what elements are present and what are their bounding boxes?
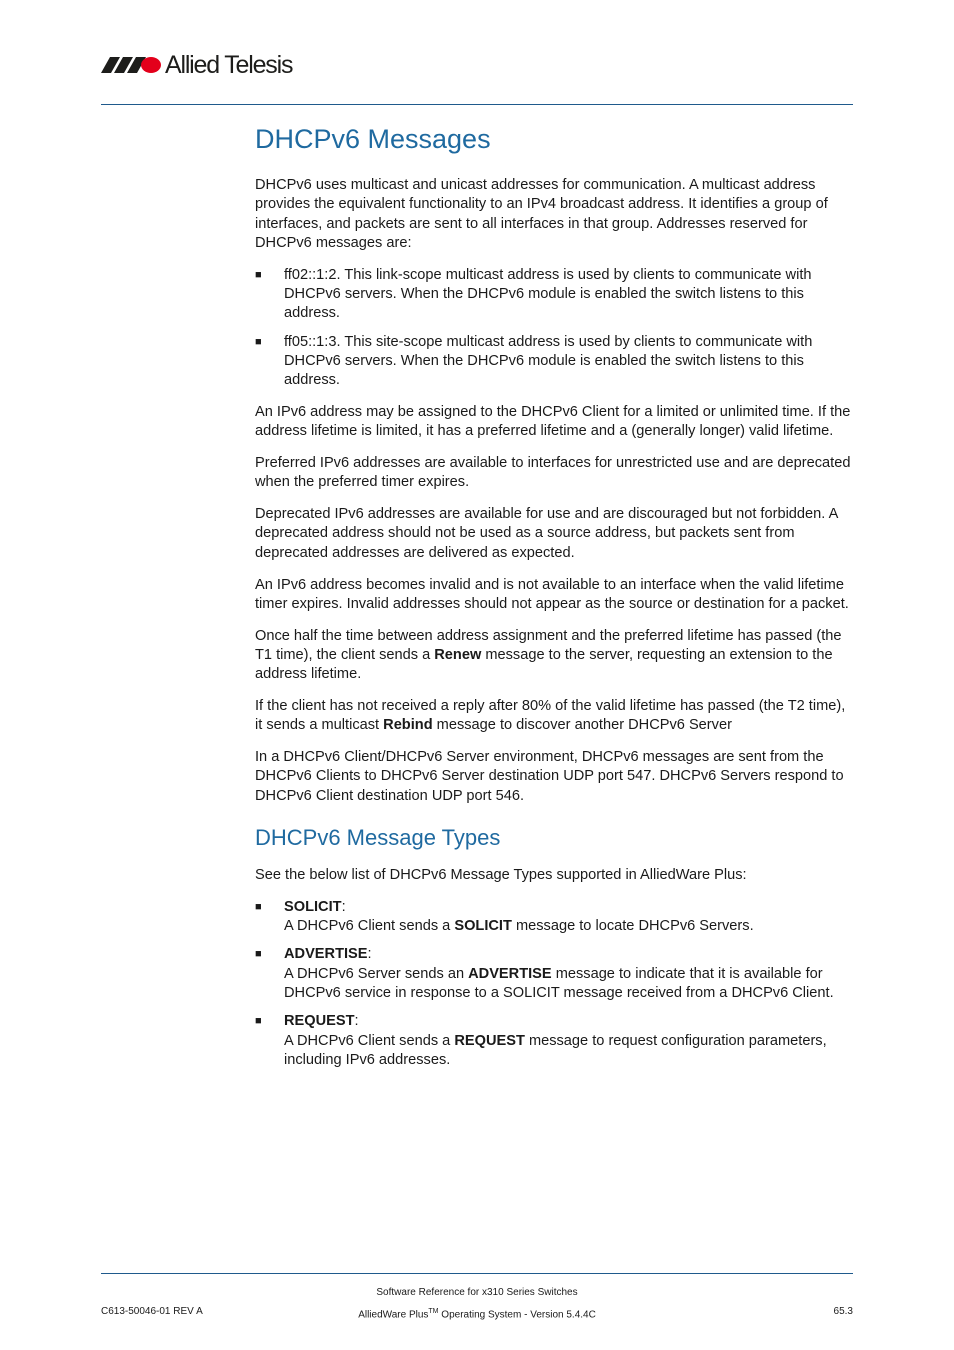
message-type-list: [255, 898, 853, 1070]
message-type-name: SOLICIT: [284, 898, 342, 915]
footer-rule: [101, 1273, 853, 1274]
bullet-icon: ■: [255, 948, 262, 961]
list-item: ■ SOLICIT: A DHCPv6 Client sends a SOLICIT message to locate DHCPv6 Servers.: [255, 898, 754, 935]
list-item: ■ ADVERTISE: A DHCPv6 Server sends an ADVERTISE message to indicate that it is available for DHCPv6 service in response to a SOLICIT message received from a DHCPv6 Client.: [255, 946, 834, 1001]
allied-telesis-logo: [101, 52, 301, 78]
lifetime-paragraph: An IPv6 address may be assigned to the DHCPv6 Client for a limited or unlimited time. If the address lifetime is limited, it has a preferred lifetime and a (generally longer) valid lifetime.: [255, 403, 851, 440]
address-list: [255, 266, 853, 391]
invalid-paragraph: An IPv6 address becomes invalid and is not available to an interface when the valid lifetime timer expires. Invalid addresses should not appear as the source or destination for a packet.: [255, 576, 849, 612]
list-item: ■ ff05::1:3. This site-scope multicast address is used by clients to communicate with DHCPv6 servers. When the DHCPv6 module is enabled the switch listens to this address.: [255, 333, 813, 389]
ports-paragraph: In a DHCPv6 Client/DHCPv6 Server environment, DHCPv6 messages are sent from the DHCPv6 Clients to DHCPv6 Server destination UDP port 547. DHCPv6 Servers respond to DHCPv6 Client destination UDP port 546.: [255, 749, 844, 804]
bullet-icon: ■: [255, 335, 262, 348]
bullet-icon: ■: [255, 1015, 262, 1028]
renew-paragraph: Once half the time between address assignment and the preferred lifetime has passed (the T1 time), the client sends a Renew message to the server, requesting an extension to the address lifetime.: [255, 627, 842, 683]
brand-name: Allied Telesis: [165, 51, 293, 79]
section-title: DHCPv6 Message Types: [255, 825, 501, 851]
preferred-paragraph: Preferred IPv6 addresses are available to interfaces for unrestricted use and are deprecated when the preferred timer expires.: [255, 455, 851, 491]
deprecated-paragraph: Deprecated IPv6 addresses are available for use and are discouraged but not forbidden. A deprecated address should not be used as a source address, but packets sent from deprecated addresses are delivered as expected.: [255, 506, 838, 561]
page-number: 65.3: [833, 1306, 853, 1317]
footer-os-version: AlliedWare Plus™ Operating System - Version 5.4.4C: [358, 1308, 596, 1321]
message-type-name: ADVERTISE: [284, 946, 368, 963]
bullet-icon: ■: [255, 268, 262, 281]
header-rule: [101, 104, 853, 105]
message-type-name: REQUEST: [284, 1013, 355, 1030]
main-content: [255, 122, 853, 1083]
footer-doc-title: Software Reference for x310 Series Switches: [376, 1287, 578, 1298]
rebind-paragraph: If the client has not received a reply after 80% of the valid lifetime has passed (the T2 time), it sends a multicast Rebind message to discover another DHCPv6 Server: [255, 698, 846, 734]
bullet-icon: ■: [255, 900, 262, 913]
list-item: ■ ff02::1:2. This link-scope multicast address is used by clients to communicate with DHCPv6 servers. When the DHCPv6 module is enabled the switch listens to this address.: [255, 266, 812, 322]
footer-doc-id: C613-50046-01 REV A: [101, 1306, 203, 1317]
intro-paragraph: DHCPv6 uses multicast and unicast addresses for communication. A multicast address provides the equivalent functionality to an IPv4 broadcast address. It identifies a group of interfaces, and packets are sent to all interfaces in that group. Addresses reserved for DHCPv6 messages are:: [255, 177, 828, 251]
page-title: DHCPv6 Messages: [255, 124, 491, 154]
section-intro: See the below list of DHCPv6 Message Types supported in AlliedWare Plus:: [255, 867, 747, 884]
list-item: ■ REQUEST: A DHCPv6 Client sends a REQUEST message to request configuration parameters, including IPv6 addresses.: [255, 1013, 827, 1068]
logo-mark-icon: [101, 52, 165, 78]
